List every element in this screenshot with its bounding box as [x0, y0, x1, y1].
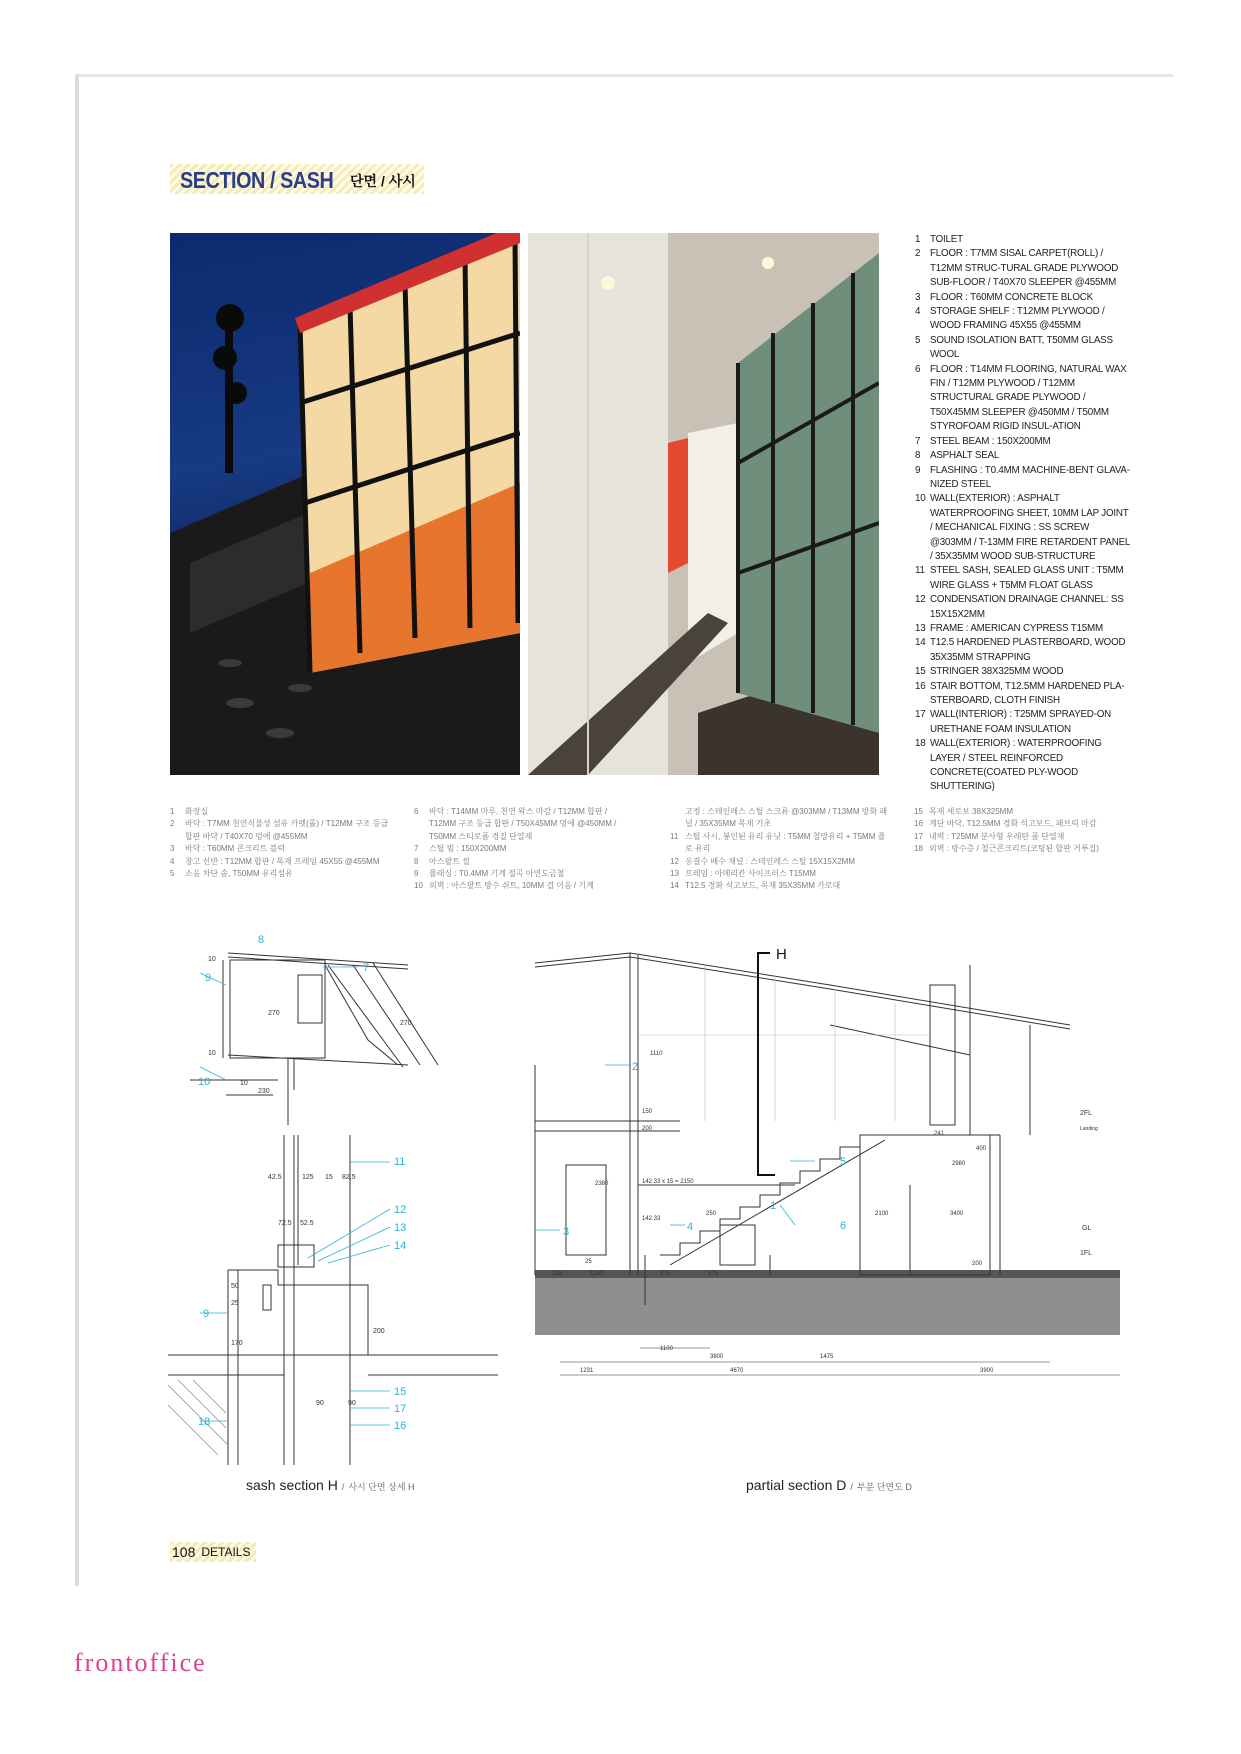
legend-item	[915, 435, 1133, 449]
sash-dim-10: 82.5	[342, 1174, 356, 1181]
legend-item	[915, 305, 1133, 334]
legend-number: 12	[915, 594, 926, 606]
sash-dim-7: 42.5	[268, 1174, 282, 1181]
section-dim-1: 1110	[650, 1051, 663, 1057]
sash-dim-16: 200	[373, 1328, 385, 1335]
legend-ko-item	[170, 818, 390, 843]
legend-ko-item	[170, 843, 390, 855]
legend-number: 3	[170, 844, 175, 854]
sash-dim-5: 230	[258, 1088, 270, 1095]
legend-number: 16	[915, 680, 926, 692]
sash-dim-17: 90	[316, 1400, 324, 1407]
legend-korean-col-1	[170, 806, 390, 880]
legend-number	[670, 806, 685, 831]
sash-dim-8: 125	[302, 1174, 314, 1181]
section-dim-15: 400	[976, 1146, 987, 1152]
legend-text: 스틸 빔 : 150X200MM	[429, 844, 507, 854]
legend-text: 아스팔트 씰	[429, 856, 470, 866]
legend-ko-item	[414, 880, 634, 892]
section-dim-10: 1200	[590, 1271, 604, 1277]
legend-ko-item	[414, 856, 634, 868]
section-heading	[170, 164, 424, 194]
section-dim-24: 3900	[980, 1368, 994, 1374]
label-landing: Landing	[1080, 1126, 1098, 1132]
section-dim-12: 2100	[875, 1211, 889, 1217]
caption-partial-section	[746, 1477, 912, 1493]
section-callout-5: 5	[840, 1156, 847, 1168]
legend-item	[915, 708, 1133, 737]
label-1fl: 1FL	[1080, 1250, 1093, 1257]
legend-text: STEEL SASH, SEALED GLASS UNIT : T5MM WIRE GLASS + T5MM FLOAT GLASS	[930, 565, 1124, 591]
legend-ko-item	[170, 868, 390, 880]
legend-number: 8	[414, 856, 419, 866]
legend-text: 플래싱 : T0.4MM 기계 절곡 아연도금철	[429, 869, 565, 879]
legend-item	[915, 737, 1133, 795]
legend-ko-item	[414, 868, 634, 880]
legend-number: 18	[914, 844, 923, 854]
legend-text: SOUND ISOLATION BATT, T50MM GLASS WOOL	[930, 334, 1113, 361]
sash-section-drawing	[168, 925, 498, 1465]
legend-number: 17	[915, 709, 926, 721]
legend-english	[915, 233, 1133, 795]
sash-dim-14: 25	[231, 1300, 239, 1307]
legend-number: 2	[915, 248, 921, 260]
legend-item	[915, 636, 1133, 665]
section-callout-3: 3	[563, 1226, 570, 1238]
sash-dim-13: 50	[231, 1283, 239, 1290]
sash-dim-6: 270	[400, 1020, 412, 1027]
legend-number: 11	[915, 565, 925, 577]
legend-ko-item	[170, 856, 390, 868]
legend-text: STAIR BOTTOM, T12.5MM HARDENED PLA-STERBOARD, CLOTH FINISH	[930, 680, 1125, 706]
interior-photo	[528, 233, 879, 775]
legend-ko-item	[914, 806, 1124, 818]
legend-korean-col-3	[670, 806, 890, 893]
section-callout-4: 4	[687, 1221, 694, 1233]
legend-text: 외벽 : 아스팔트 방수 쉬트, 10MM 겹 이음 / 기계	[429, 881, 594, 891]
legend-text: 스틸 사시, 봉인된 유리 유닛 : T5MM 철망유리 + T5MM 플로 유리	[685, 831, 886, 854]
partial-section-svg	[530, 925, 1128, 1465]
legend-text: CONDENSATION DRAINAGE CHANNEL: SS 15X15X2MM	[930, 594, 1124, 620]
section-dim-3: 200	[642, 1126, 653, 1132]
caption-section-en: partial section D	[746, 1477, 847, 1493]
legend-item	[915, 564, 1133, 593]
legend-number: 4	[915, 306, 921, 318]
section-dim-19: 1100	[660, 1346, 673, 1352]
legend-text: STORAGE SHELF : T12MM PLYWOOD / WOOD FRAMING 45X55 @455MM	[930, 306, 1105, 332]
brand-logo: frontoffice	[74, 1648, 207, 1677]
section-dim-8: 25	[585, 1259, 592, 1265]
legend-text: 프레임 : 아메리칸 사이프러스 T15MM	[685, 869, 816, 879]
legend-number: 4	[170, 856, 175, 866]
legend-ko-item	[670, 831, 890, 856]
section-callout-2: 2	[632, 1061, 639, 1073]
legend-item	[915, 449, 1133, 463]
legend-number: 1	[915, 234, 921, 245]
section-dim-6: 142.33	[642, 1216, 661, 1222]
legend-ko-item	[670, 868, 890, 880]
legend-ko-item	[170, 806, 390, 818]
legend-number: 9	[915, 464, 921, 476]
legend-text: 응결수 배수 채널 : 스테인레스 스틸 15X15X2MM	[685, 856, 855, 866]
legend-korean-col-2	[414, 806, 634, 893]
legend-item	[915, 492, 1133, 564]
sash-dim-11: 72.5	[278, 1220, 292, 1227]
legend-text: T12.5 HARDENED PLASTERBOARD, WOOD 35X35MM STRAPPING	[930, 637, 1126, 663]
section-callout-1: 1	[770, 1200, 777, 1212]
legend-number: 6	[915, 363, 921, 375]
legend-item	[915, 363, 1133, 435]
sash-callout-11: 11	[394, 1156, 406, 1168]
legend-number: 13	[670, 869, 679, 879]
section-dim-20: 3800	[710, 1354, 724, 1360]
legend-number: 15	[914, 807, 923, 816]
legend-text: 바닥 : T60MM 콘크리트 블럭	[185, 844, 286, 854]
page-folio	[170, 1542, 256, 1562]
sash-dim-2: 270	[268, 1010, 280, 1017]
legend-text: ASPHALT SEAL	[930, 450, 1000, 462]
sash-dim-15: 170	[231, 1340, 243, 1347]
legend-item	[915, 593, 1133, 622]
legend-item	[915, 291, 1133, 305]
caption-section-ko: 부분 단면도 D	[856, 1482, 912, 1492]
legend-text: 목재 세로보 38X325MM	[929, 807, 1013, 816]
caption-sash-section	[246, 1477, 415, 1493]
caption-sash-en: sash section H	[246, 1477, 338, 1493]
legend-text: 계단 바닥, T12.5MM 경화 석고보드, 패브릭 마감	[929, 819, 1097, 829]
legend-number: 14	[670, 881, 679, 891]
legend-text: WALL(EXTERIOR) : ASPHALT WATERPROOFING SHEET, 10MM LAP JOINT / MECHANICAL FIXING : SS SCREW @303MM / T-13MM FIRE RETARDENT PANEL / 35X35MM WOOD SUB-STRUCTURE	[930, 493, 1130, 562]
sash-callout-14: 14	[394, 1240, 407, 1252]
legend-text: WALL(INTERIOR) : T25MM SPRAYED-ON URETHANE FOAM INSULATION	[930, 709, 1112, 735]
legend-text: STEEL BEAM : 150X200MM	[930, 435, 1051, 447]
section-dim-23: 4670	[730, 1368, 744, 1374]
label-2fl: 2FL	[1080, 1110, 1093, 1117]
sash-callout-13: 13	[394, 1222, 407, 1234]
heading-title-en: SECTION / SASH	[180, 167, 334, 193]
legend-number: 3	[915, 291, 921, 303]
page-edge-left	[75, 74, 79, 1586]
legend-number: 13	[915, 622, 926, 634]
section-dim-14: 2980	[952, 1161, 966, 1167]
legend-number: 11	[670, 831, 679, 841]
legend-item	[915, 247, 1133, 290]
section-dim-4: 2380	[595, 1181, 609, 1187]
legend-ko-item	[670, 880, 890, 892]
sash-dim-1: 10	[208, 956, 216, 963]
sash-callout-12: 12	[394, 1204, 407, 1216]
legend-text: STRINGER 38X325MM WOOD	[930, 666, 1064, 678]
legend-ko-item	[670, 856, 890, 868]
legend-text: 창고 선반 : T12MM 합판 / 목재 프레임 45X55 @455MM	[185, 856, 380, 866]
legend-number: 5	[915, 334, 921, 346]
sash-callout-9-top: 9	[205, 972, 212, 984]
legend-number: 15	[915, 666, 926, 678]
sash-dim-12: 52.5	[300, 1220, 314, 1227]
legend-text: TOILET	[930, 234, 963, 245]
legend-item	[915, 334, 1133, 363]
section-dim-17: 175	[708, 1271, 719, 1277]
legend-number: 1	[170, 807, 175, 816]
section-dim-22: 1231	[580, 1368, 594, 1374]
legend-text: FRAME : AMERICAN CYPRESS T15MM	[930, 622, 1103, 634]
sash-callout-17: 17	[394, 1403, 407, 1415]
legend-number: 16	[914, 819, 923, 829]
caption-sash-ko: 사시 단면 상세 H	[348, 1482, 415, 1492]
legend-item	[915, 665, 1133, 679]
legend-text: 고정 : 스테인레스 스틸 스크류 @303MM / T13MM 방화 패널 / 35X35MM 목재 기초	[685, 807, 888, 829]
section-dim-13: 3400	[950, 1211, 964, 1217]
legend-number: 2	[170, 819, 175, 829]
caption-section-separator: /	[850, 1482, 853, 1492]
legend-number: 7	[915, 435, 921, 447]
legend-number: 6	[414, 807, 419, 816]
legend-number: 18	[915, 738, 926, 750]
legend-number: 10	[414, 881, 423, 891]
legend-ko-item	[414, 843, 634, 855]
section-name: DETAILS	[201, 1545, 251, 1559]
legend-ko-item	[914, 843, 1124, 855]
legend-item	[915, 622, 1133, 636]
legend-ko-item	[414, 806, 634, 843]
legend-text: 화장실	[185, 807, 209, 816]
section-dim-5: 142.33 x 15 = 2150	[642, 1179, 694, 1185]
legend-text: WALL(EXTERIOR) : WATERPROOFING LAYER / STEEL REINFORCED CONCRETE(COATED PLY-WOOD SHUTTERING)	[930, 738, 1102, 793]
legend-number: 8	[915, 450, 921, 462]
section-dim-11: 976	[660, 1271, 671, 1277]
section-dim-21: 1475	[820, 1354, 834, 1360]
legend-text: 외벽 : 방수층 / 철근콘크리트(코팅된 합판 거푸집)	[929, 844, 1099, 854]
sash-callout-16: 16	[394, 1420, 407, 1432]
legend-text: 바닥 : T7MM 천연식물성 섬유 카펫(롤) / T12MM 구조 등급 합판 바닥 / T40X70 멍에 @455MM	[185, 819, 389, 841]
legend-item	[915, 233, 1133, 247]
legend-text: FLOOR : T14MM FLOORING, NATURAL WAX FIN / T12MM PLYWOOD / T12MM STRUCTURAL GRADE PLYWOOD / T50X45MM SLEEPER @450MM / T50MM STYROFOAM RIGID INSUL-ATION	[930, 363, 1127, 433]
legend-text: 내벽 : T25MM 분사형 우레탄 폼 단열재	[929, 831, 1065, 841]
legend-number: 5	[170, 869, 175, 879]
heading-title-ko: 단면 / 사시	[350, 173, 416, 189]
legend-text: T12.5 경화 석고보드, 목재 35X35MM 가로대	[685, 881, 841, 891]
sash-dim-3: 10	[208, 1050, 216, 1057]
label-gl: GL	[1082, 1225, 1092, 1232]
sash-callout-10: 10	[198, 1076, 211, 1088]
legend-number: 14	[915, 637, 926, 649]
legend-text: 바닥 : T14MM 마루, 천연 왁스 마감 / T12MM 합판 / T12MM 구조 등급 합판 / T50X45MM 멍에 @450MM / T50MM 스티로폼 경질 단열재	[429, 807, 617, 841]
page-edge-top	[75, 74, 1173, 77]
section-dim-18: 200	[972, 1261, 983, 1267]
section-dim-9: 135	[552, 1271, 563, 1277]
section-marker-h: H	[776, 946, 787, 963]
sash-callout-18: 18	[198, 1416, 211, 1428]
partial-section-drawing	[530, 925, 1128, 1465]
section-dim-7: 250	[706, 1211, 717, 1217]
legend-text: 소음 차단 솜, T50MM 유리섬유	[185, 869, 293, 879]
legend-text: FLOOR : T7MM SISAL CARPET(ROLL) / T12MM STRUC-TURAL GRADE PLYWOOD SUB-FLOOR / T40X70 SLEEPER @455MM	[930, 248, 1119, 289]
legend-item	[915, 680, 1133, 709]
sash-dim-4: 10	[240, 1080, 248, 1087]
legend-ko-item	[670, 806, 890, 831]
sash-callout-8: 8	[258, 934, 265, 946]
legend-ko-item	[914, 831, 1124, 843]
legend-text: FLOOR : T60MM CONCRETE BLOCK	[930, 291, 1093, 303]
legend-number: 12	[670, 856, 679, 866]
legend-item	[915, 464, 1133, 493]
legend-number: 9	[414, 869, 419, 879]
section-dim-16: 241	[934, 1131, 945, 1137]
sash-callout-15: 15	[394, 1386, 407, 1398]
legend-number: 17	[914, 831, 923, 841]
sash-callout-9-bottom: 9	[203, 1308, 210, 1320]
sash-callout-7: 7	[363, 962, 370, 974]
legend-number: 10	[915, 493, 926, 505]
sash-dim-9: 15	[325, 1174, 333, 1181]
caption-sash-separator: /	[341, 1482, 345, 1492]
legend-number: 7	[414, 844, 419, 854]
legend-korean-col-4	[914, 806, 1124, 856]
sash-section-svg	[168, 925, 498, 1465]
legend-ko-item	[914, 818, 1124, 830]
legend-text: FLASHING : T0.4MM MACHINE-BENT GLAVA-NIZED STEEL	[930, 464, 1130, 490]
page-number: 108	[172, 1544, 196, 1560]
sash-dim-18: 90	[348, 1400, 356, 1407]
exterior-photo	[170, 233, 520, 775]
section-callout-6: 6	[840, 1220, 847, 1232]
section-dim-2: 150	[642, 1109, 653, 1115]
